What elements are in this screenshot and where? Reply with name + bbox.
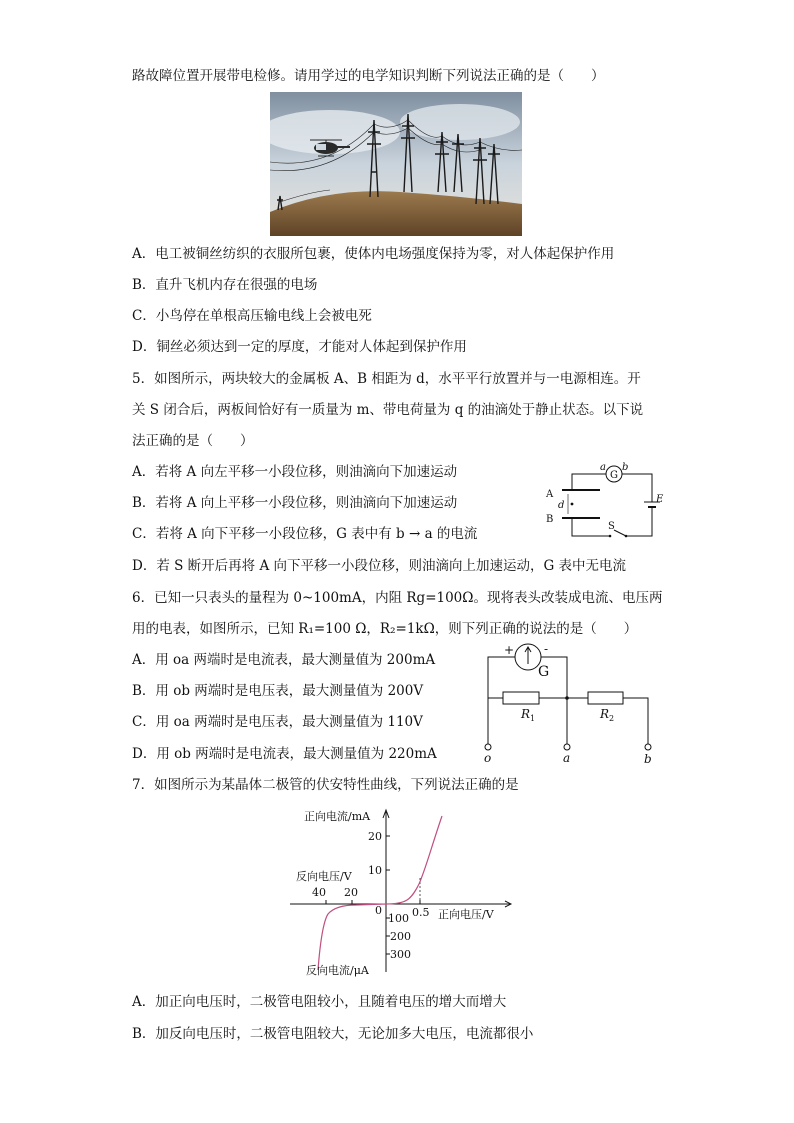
q5-label-d: d [558,500,565,511]
x-tick-0-5: 0.5 [412,906,430,919]
q5-option-a: A．若将 A 向左平移一小段位移，则油滴向下加速运动 [132,464,458,480]
q5-label-b: b [622,462,629,473]
q6-option-b: B．用 ob 两端时是电压表，最大测量值为 200V [132,683,424,699]
q6-option-a: A．用 oa 两端时是电流表，最大测量值为 200mA [132,652,436,668]
q5-label-plate-a: A [546,489,554,500]
origin-label: 0 [375,904,382,917]
q5-option-c: C．若将 A 向下平移一小段位移，G 表中有 b → a 的电流 [132,526,478,542]
y-tick-100: 100 [388,912,409,925]
y-tick-300: 300 [390,948,411,961]
power-lines-photo [270,92,522,236]
q6-label-r1-sub: 1 [530,714,536,723]
q5-label-a: a [600,462,606,473]
q5-label-e: E [656,494,664,505]
q6-label-g: G [538,664,550,680]
q6-label-r2-sub: 2 [609,714,615,723]
q5-stem-line2: 关 S 闭合后，两板间恰好有一质量为 m、带电荷量为 q 的油滴处于静止状态。以下说 [132,402,644,418]
q5-circuit-figure [540,460,665,550]
q5-label-g: G [610,470,618,481]
y-tick-20: 20 [368,830,382,843]
q4-option-c: C．小鸟停在单根高压输电线上会被电死 [132,308,372,324]
q5-option-d: D．若 S 断开后再将 A 向下平移一小段位移，则油滴向上加速运动，G 表中无电流 [132,558,627,574]
q6-meter-circuit-figure [478,640,664,766]
q6-label-r2: R [600,707,610,721]
q5-stem-line1: 5．如图所示，两块较大的金属板 A、B 相距为 d，水平平行放置并与一电源相连。开 [132,371,641,387]
q6-option-d: D．用 ob 两端时是电流表，最大测量值为 220mA [132,746,437,762]
q5-stem-line3: 法正确的是（ ） [132,433,254,449]
x-neg-axis-label: 反向电压/V [296,870,352,883]
q4-option-d: D．铜丝必须达到一定的厚度，才能对人体起到保护作用 [132,339,467,355]
q6-label-b: b [644,752,652,766]
y-pos-axis-label: 正向电流/mA [304,810,371,823]
q7-diode-iv-graph [286,804,516,980]
q6-label-o: o [484,751,492,765]
x-tick-40: 40 [312,886,326,899]
q5-label-plate-b: B [546,514,554,525]
y-tick-200: 200 [390,930,411,943]
q7-stem: 7．如图所示为某晶体二极管的伏安特性曲线，下列说法正确的是 [132,777,519,793]
y-tick-10: 10 [368,864,382,877]
q4-option-b: B．直升飞机内存在很强的电场 [132,277,318,293]
q7-option-b: B．加反向电压时，二极管电阻较大，无论加多大电压，电流都很小 [132,1026,534,1042]
q7-option-a: A．加正向电压时，二极管电阻较小，且随着电压的增大而增大 [132,994,507,1010]
q6-option-c: C．用 oa 两端时是电压表，最大测量值为 110V [132,714,423,730]
q5-option-b: B．若将 A 向上平移一小段位移，则油滴向下加速运动 [132,495,458,511]
q5-label-s: S [608,521,615,532]
q6-stem-line2: 用的电表，如图所示，已知 R₁=100 Ω，R₂=1kΩ，则下列正确的说法的是（ ） [132,621,638,637]
x-tick-20: 20 [344,886,358,899]
q6-label-minus: - [544,642,549,656]
q6-label-plus: + [504,643,515,657]
y-neg-axis-label: 反向电流/μA [306,964,369,977]
q4-stem-tail: 路故障位置开展带电检修。请用学过的电学知识判断下列说法正确的是（ ） [132,68,605,84]
q4-option-a: A．电工被铜丝纺织的衣服所包裹，使体内电场强度保持为零，对人体起保护作用 [132,246,615,262]
x-pos-axis-label: 正向电压/V [438,908,494,921]
q6-label-a: a [563,751,571,765]
q6-stem-line1: 6．已知一只表头的量程为 0~100mA，内阻 Rg=100Ω。现将表头改装成电流、电压两 [132,590,663,606]
iv-curve-forward [386,816,442,904]
q6-label-r1: R [521,707,531,721]
